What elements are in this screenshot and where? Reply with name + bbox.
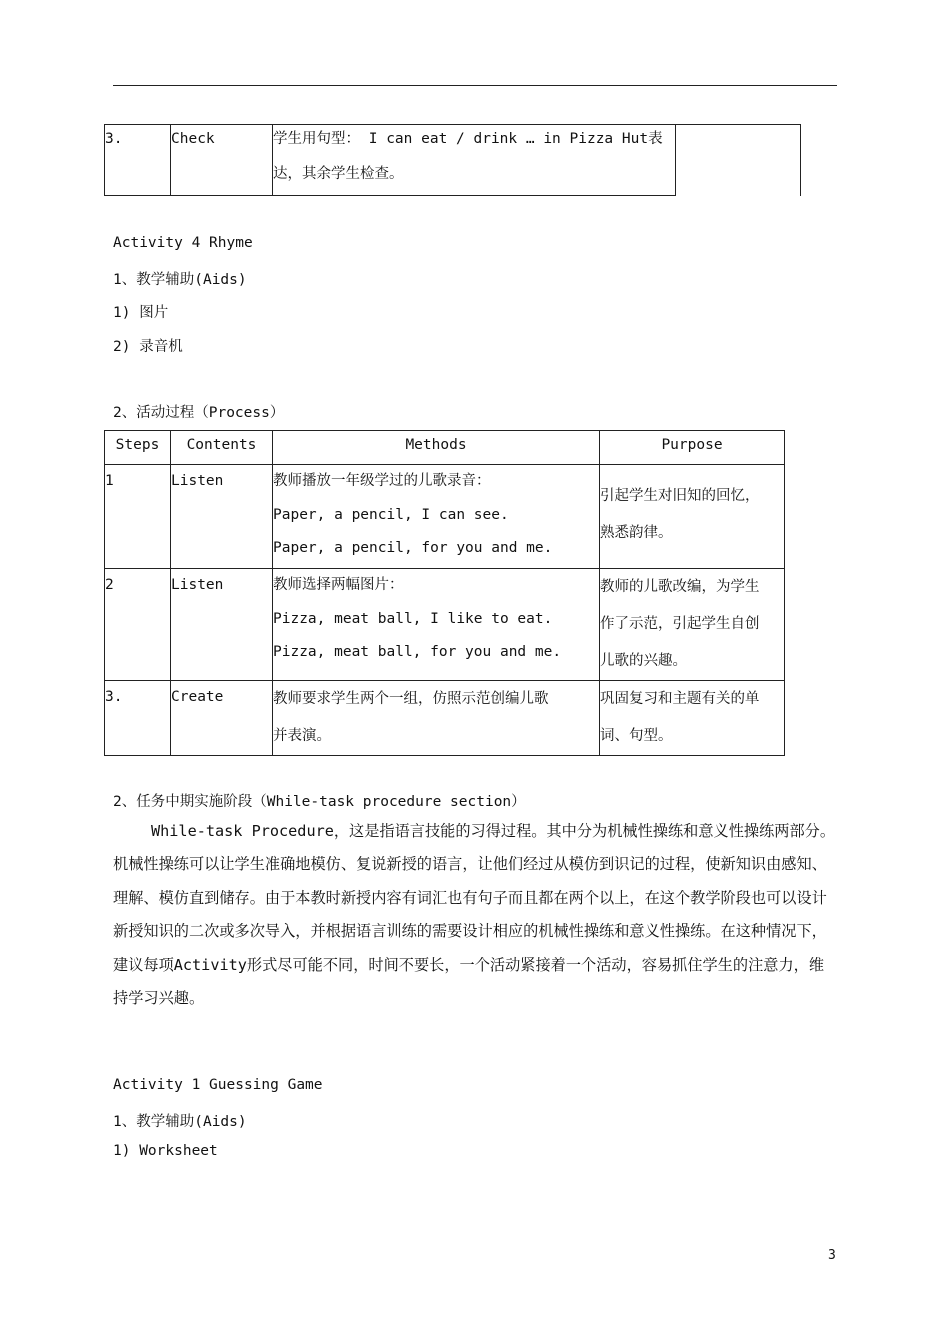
table-row bbox=[105, 465, 785, 569]
step-cell: 3. bbox=[105, 125, 171, 196]
method-cell: 教师选择两幅图片： Pizza, meat ball, I like to eat. Pizza, meat ball, for you and me. bbox=[273, 569, 600, 681]
page-number: 3 bbox=[828, 1248, 836, 1263]
table-row bbox=[105, 681, 785, 756]
content-cell: Listen bbox=[171, 465, 273, 569]
method-cell: 学生用句型： I can eat / drink … in Pizza Hut表 达，其余学生检查。 bbox=[273, 125, 676, 196]
check-table bbox=[104, 124, 801, 196]
aids-heading: 1、教学辅助(Aids) bbox=[113, 272, 247, 288]
purpose-cell: 巩固复习和主题有关的单 词、句型。 bbox=[600, 681, 785, 756]
aid-item: 1) 图片 bbox=[113, 305, 169, 321]
header-methods: Methods bbox=[273, 431, 600, 465]
while-task-paragraph: While-task Procedure，这是指语言技能的习得过程。其中分为机械性操练和意义性操练两部分。机械性操练可以让学生准确地模仿、复说新授的语言，让他们经过从模仿到识记的过程，使新知识由感知、理解、模仿直到储存。由于本教时新授内容有词汇也有句子而且都在两个以上，在这个教学阶段也可以设计新授知识的二次或多次导入，并根据语言训练的需要设计相应的机械性操练和意义性操练。在这种情况下，建议每项Activity形式尽可能不同，时间不要长，一个活动紧接着一个活动，容易抓住学生的注意力，维持学习兴趣。 bbox=[113, 822, 836, 1008]
activity4-title: Activity 4 Rhyme bbox=[113, 235, 253, 251]
step-cell: 2 bbox=[105, 569, 171, 681]
process-table bbox=[104, 430, 785, 756]
table-header-row bbox=[105, 431, 785, 465]
process-heading: 2、活动过程（Process） bbox=[113, 405, 285, 421]
step-cell: 3. bbox=[105, 681, 171, 756]
table-row bbox=[105, 569, 785, 681]
aid-item: 1) Worksheet bbox=[113, 1143, 218, 1159]
content-cell: Create bbox=[171, 681, 273, 756]
method-cell: 教师播放一年级学过的儿歌录音： Paper, a pencil, I can see. Paper, a pencil, for you and me. bbox=[273, 465, 600, 569]
step-cell: 1 bbox=[105, 465, 171, 569]
header-steps: Steps bbox=[105, 431, 171, 465]
activity1-title: Activity 1 Guessing Game bbox=[113, 1077, 323, 1093]
purpose-cell bbox=[676, 125, 801, 196]
purpose-cell: 引起学生对旧知的回忆， 熟悉韵律。 bbox=[600, 465, 785, 569]
method-cell: 教师要求学生两个一组，仿照示范创编儿歌 并表演。 bbox=[273, 681, 600, 756]
purpose-cell: 教师的儿歌改编，为学生 作了示范，引起学生自创 儿歌的兴趣。 bbox=[600, 569, 785, 681]
header-contents: Contents bbox=[171, 431, 273, 465]
while-task-heading: 2、任务中期实施阶段（While-task procedure section） bbox=[113, 794, 526, 810]
content-cell: Listen bbox=[171, 569, 273, 681]
content-cell: Check bbox=[171, 125, 273, 196]
header-rule bbox=[113, 85, 837, 86]
aids-heading: 1、教学辅助(Aids) bbox=[113, 1114, 247, 1130]
aid-item: 2) 录音机 bbox=[113, 339, 183, 355]
header-purpose: Purpose bbox=[600, 431, 785, 465]
table-row bbox=[105, 125, 801, 196]
